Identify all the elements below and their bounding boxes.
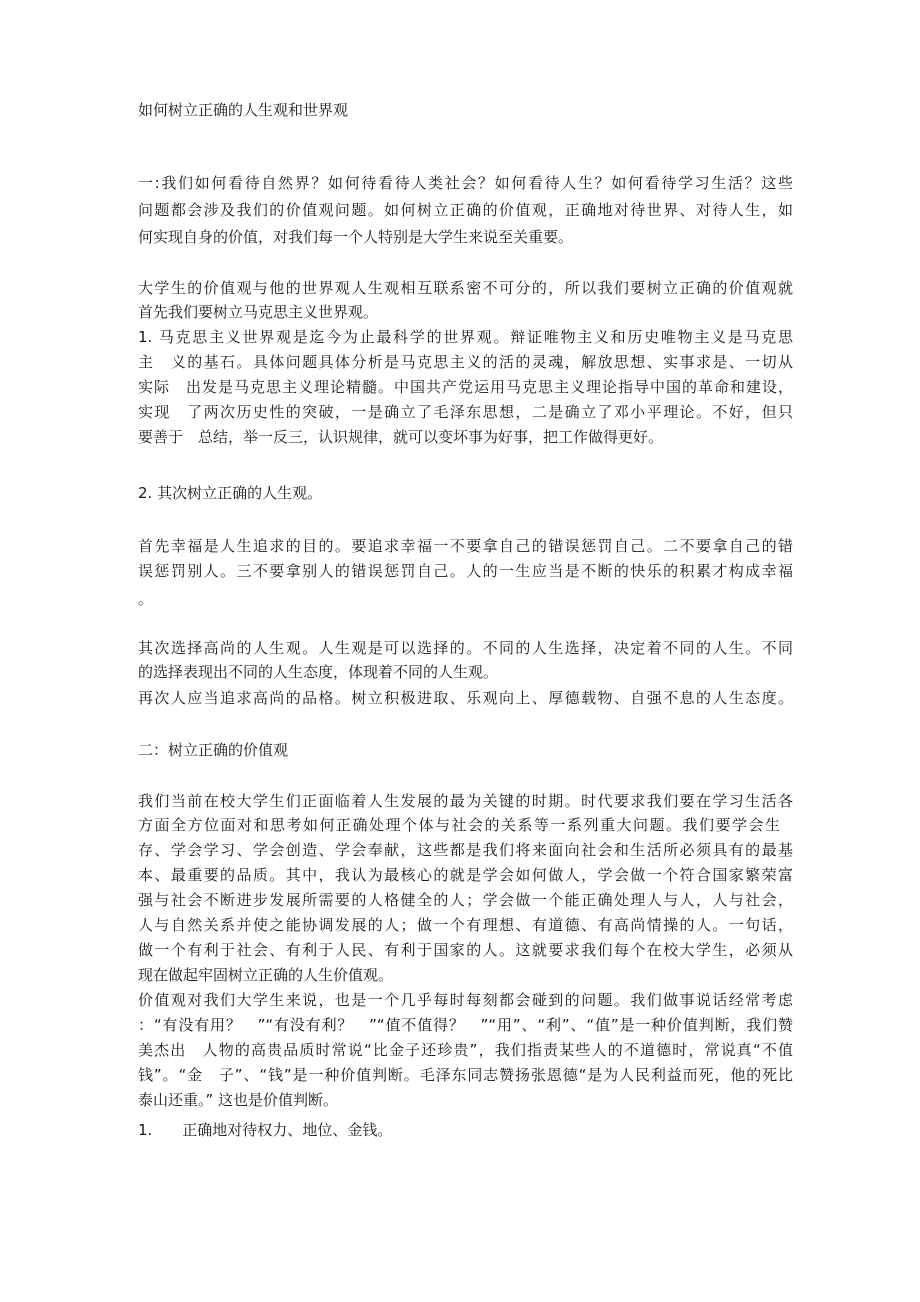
text-line: 存、学会学习、学会创造、学会奉献，这些都是我们将来面向社会和生活所必须具有的最基 (138, 841, 793, 859)
text-line: 误惩罚别人。三不要拿别人的错误惩罚自己。人的一生应当是不断的快乐的积累才构成幸福 (138, 562, 793, 580)
text-line: 人与自然关系并使之能协调发展的人；做一个有理想、有道德、有高尚情操的人。一句话， (138, 916, 793, 934)
text-line: 大学生的价值观与他的世界观人生观相互联系密不可分的，所以我们要树立正确的价值观就 (138, 279, 793, 297)
text-line: 实际 出发是马克思主义理论精髓。中国共产党运用马克思主义理论指导中国的革命和建设， (138, 378, 793, 396)
text-line: 泰山还重。” 这也是价值判断。 (138, 1091, 339, 1109)
text-line: 本、最重要的品质。其中，我认为最核心的就是学会如何做人，学会做一个符合国家繁荣富 (138, 866, 793, 884)
text-line: 价值观对我们大学生来说，也是一个几乎每时每刻都会碰到的问题。我们做事说话经常考虑 (138, 991, 793, 1009)
text-line: 首先我们要树立马克思主义世界观。 (138, 303, 379, 321)
text-line: 首先幸福是人生追求的目的。要追求幸福一不要拿自己的错误惩罚自己。二不要拿自己的错 (138, 537, 793, 555)
text-line: 要善于 总结，举一反三，认识规律，就可以变坏事为好事，把工作做得更好。 (138, 428, 664, 446)
text-line: 美杰出 人物的高贵品质时常说“比金子还珍贵”，我们指责某些人的不道德时，常说真“不值 (138, 1041, 793, 1059)
text-line: 1. 马克思主义世界观是迄今为止最科学的世界观。辩证唯物主义和历史唯物主义是马克思 (138, 328, 793, 346)
list-item: 1. 正确地对待权力、地位、金钱。 (138, 1121, 393, 1139)
text-line: 做一个有利于社会、有利于人民、有利于国家的人。这就要求我们每个在校大学生，必须从 (138, 941, 793, 959)
text-line: 我们当前在校大学生们正面临着人生发展的最为关键的时期。时代要求我们要在学习生活各 (138, 792, 793, 810)
document-title: 如何树立正确的人生观和世界观 (138, 101, 349, 119)
text-line: 钱”。“金 子”、“钱”是一种价值判断。毛泽东同志赞扬张恩德“是为人民利益而死，他的死比 (138, 1066, 793, 1084)
text-line: 再次人应当追求高尚的品格。树立积极进取、乐观向上、厚德载物、自强不息的人生态度。 (138, 689, 793, 707)
text-line: 何实现自身的价值，对我们每一个人特别是大学生来说至关重要。 (138, 228, 574, 246)
text-line: 。 (138, 590, 154, 608)
text-line: 问题都会涉及我们的价值观问题。如何树立正确的价值观，正确地对待世界、对待人生，如 (138, 201, 793, 219)
section-heading: 2. 其次树立正确的人生观。 (138, 484, 323, 502)
text-line: 方面全方位面对和思考如何正确处理个体与社会的关系等一系列重大问题。我们要学会生 (138, 816, 780, 834)
text-line: 一:我们如何看待自然界？如何待看待人类社会？如何看待人生？如何看待学习生活？这些 (138, 174, 793, 192)
text-line: 实现 了两次历史性的突破，一是确立了毛泽东思想，二是确立了邓小平理论。不好，但只 (138, 403, 793, 421)
text-line: 其次选择高尚的人生观。人生观是可以选择的。不同的人生选择，决定着不同的人生。不同 (138, 639, 793, 657)
text-line: 的选择表现出不同的人生态度，体现着不同的人生观。 (138, 663, 499, 681)
text-line: 强与社会不断进步发展所需要的人格健全的人；学会做一个能正确处理人与人，人与社会， (138, 891, 793, 909)
text-line: 现在做起牢固树立正确的人生价值观。 (138, 966, 394, 984)
text-line: ：“有没有用？ ”“有没有利？ ”“值不值得？ ”“用”、“利”、“值”是一种价值判断，我们赞 (138, 1016, 793, 1034)
text-line: 主 义的基石。具体问题具体分析是马克思主义的活的灵魂，解放思想、实事求是、一切从 (138, 353, 793, 371)
section-heading: 二：树立正确的价值观 (138, 741, 289, 759)
